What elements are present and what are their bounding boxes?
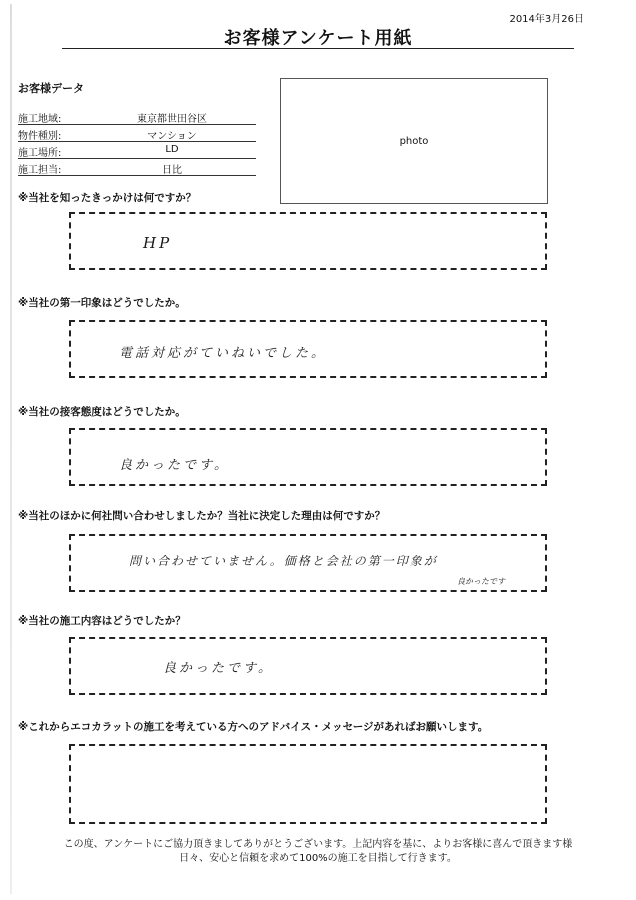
answer-box-3 <box>69 428 547 486</box>
scan-edge <box>10 4 12 894</box>
info-value: 東京都世田谷区 <box>137 114 207 125</box>
page-title: お客様アンケート用紙 <box>223 28 413 49</box>
info-label: 施工担当: <box>18 165 62 176</box>
question-5: ※当社の施工内容はどうでしたか？ <box>18 615 186 627</box>
info-row-location <box>18 142 256 159</box>
info-row-area <box>18 108 256 125</box>
answer-box-6 <box>69 744 547 824</box>
answer-box-2 <box>69 320 547 378</box>
question-4: ※当社のほかに何社問い合わせしましたか？当社に決定した理由は何ですか？ <box>18 510 386 522</box>
question-6: ※これからエコカラットの施工を考えている方へのアドバイス・メッセージがあればお願いします。 <box>18 721 489 733</box>
info-value: 日比 <box>162 165 182 176</box>
photo-label: photo <box>399 135 429 147</box>
answer-3: 良かったです。 <box>119 458 230 473</box>
survey-date: 2014年3月26日 <box>509 14 584 25</box>
answer-4: 問い合わせていません。価格と会社の第一印象が <box>129 554 438 568</box>
question-1: ※当社を知ったきっかけは何ですか？ <box>18 192 197 204</box>
title-underline <box>62 48 574 49</box>
answer-box-1 <box>69 212 547 270</box>
info-label: 施工場所: <box>18 148 62 159</box>
footer-message <box>0 838 636 866</box>
customer-data-heading: お客様データ <box>18 82 84 95</box>
info-value: LD <box>165 144 179 155</box>
footer-line-2: 日々、安心と信頼を求めて100%の施工を目指して行きます。 <box>179 853 457 864</box>
answer-box-4 <box>69 534 547 592</box>
footer-line-1: この度、アンケートにご協力頂きましてありがとうございます。上記内容を基に、よりお客様に喜んで頂きます様 <box>63 839 573 850</box>
question-2: ※当社の第一印象はどうでしたか。 <box>18 297 186 309</box>
photo-placeholder <box>280 78 548 204</box>
info-value: マンション <box>147 131 197 142</box>
answer-5: 良かったです。 <box>163 661 274 676</box>
answer-2: 電話対応がていねいでした。 <box>119 346 328 361</box>
info-label: 施工地域: <box>18 114 62 125</box>
info-label: 物件種別: <box>18 131 62 142</box>
info-row-staff <box>18 159 256 176</box>
info-row-property-type <box>18 125 256 142</box>
answer-box-5 <box>69 637 547 695</box>
question-3: ※当社の接客態度はどうでしたか。 <box>18 406 186 418</box>
customer-data-table <box>18 108 256 176</box>
answer-4-continuation: 良かったです <box>457 577 505 586</box>
answer-1: HP <box>143 234 173 252</box>
